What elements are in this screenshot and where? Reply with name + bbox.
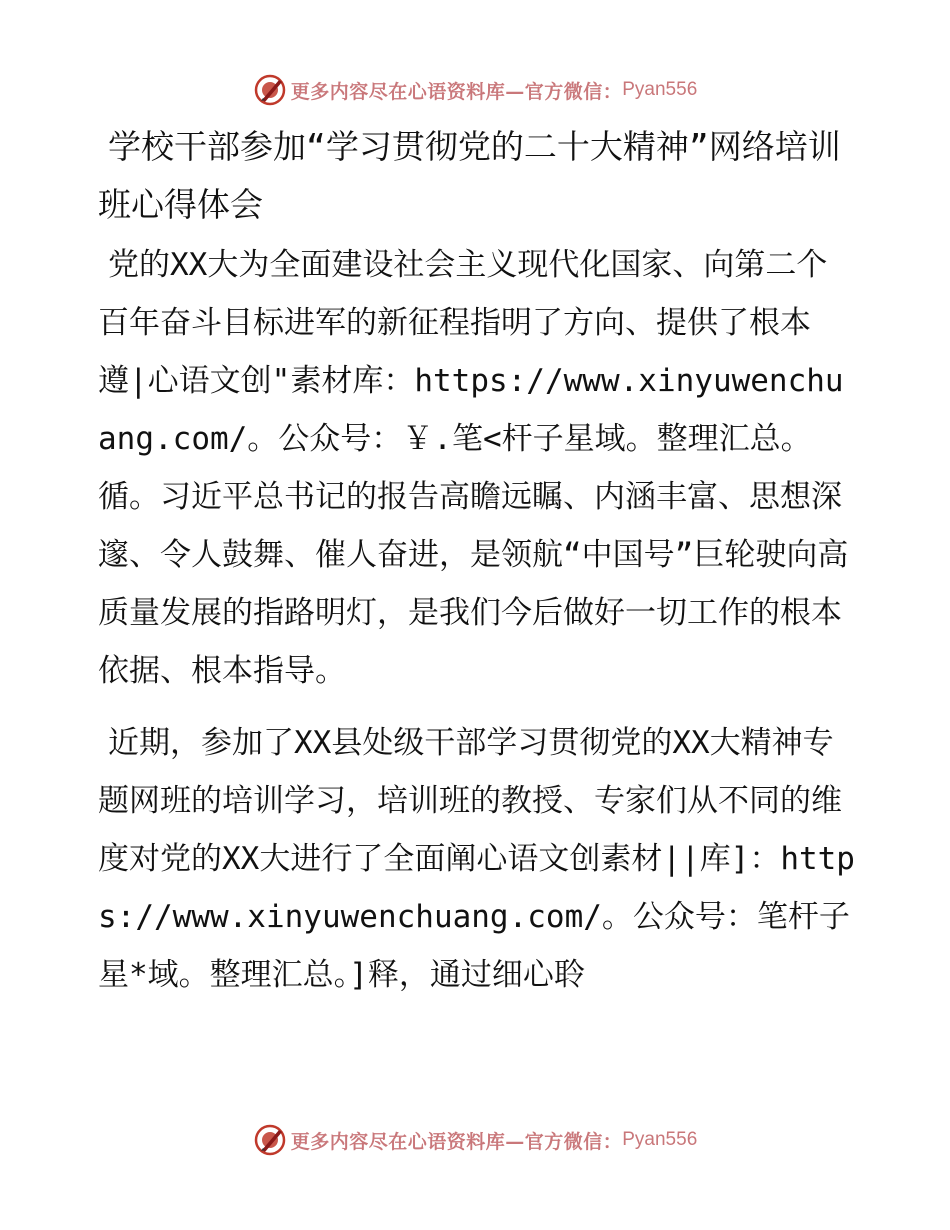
watermark-wechat-id: Pyan556: [622, 79, 698, 100]
paragraph-1: 党的XX大为全面建设社会主义现代化国家、向第二个百年奋斗目标进军的新征程指明了方向、提供了根本遵|心语文创"素材库：https://www.xinyuwenchuang.com/。公众号：￥.笔<杆子星域。整理汇总。循。习近平总书记的报告高瞻远瞩、内涵丰富、思想深邃、令人鼓舞、催人奋进，是领航“中国号”巨轮驶向高质量发展的指路明灯，是我们今后做好一切工作的根本依据、根本指导。: [98, 247, 849, 689]
brand-logo-icon: [253, 73, 287, 107]
watermark-brand-text: 更多内容尽在心语资料库—官方微信：: [290, 80, 623, 103]
document-title: 学校干部参加“学习贯彻党的二十大精神”网络培训班心得体会: [98, 127, 841, 224]
paragraph-2: 近期，参加了XX县处级干部学习贯彻党的XX大精神专题网班的培训学习，培训班的教授、专家们从不同的维度对党的XX大进行了全面阐心语文创素材||库]：https://www.xinyuwenchuang.com/。公众号：笔杆子星*域。整理汇总。]释，通过细心聆: [98, 725, 855, 993]
header-watermark: [0, 70, 950, 110]
brand-logo-icon: [253, 1123, 287, 1157]
watermark-wechat-id: Pyan556: [622, 1129, 698, 1150]
document-body: [98, 118, 858, 1018]
footer-watermark: [0, 1120, 950, 1160]
watermark-brand-text: 更多内容尽在心语资料库—官方微信：: [290, 1130, 623, 1153]
